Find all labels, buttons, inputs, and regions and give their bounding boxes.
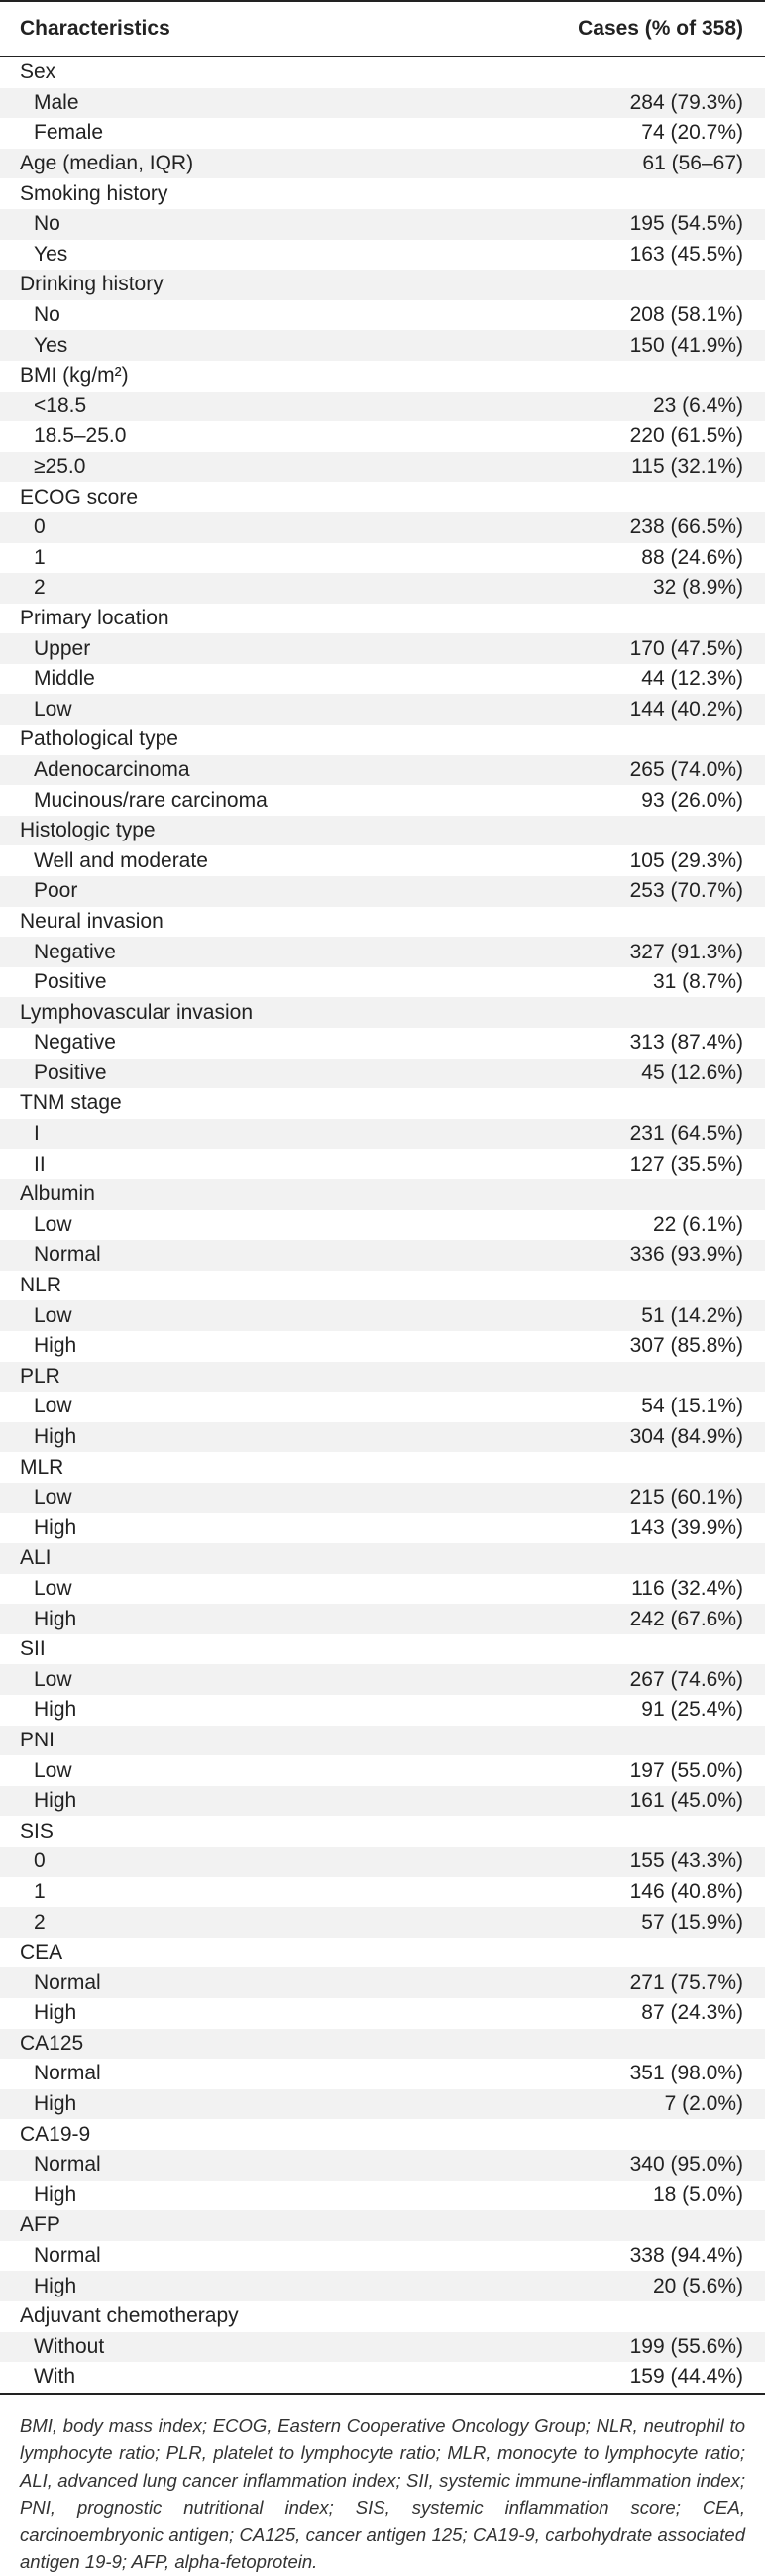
table-row (0, 694, 765, 725)
row-label: Upper (34, 636, 91, 660)
table-row (0, 209, 765, 240)
row-value: 23 (6.4%) (652, 393, 743, 417)
row-label: High (34, 2274, 77, 2297)
row-value: 146 (40.8%) (629, 1879, 743, 1903)
row-label: <18.5 (34, 393, 87, 417)
row-value: 32 (8.9%) (652, 576, 743, 600)
row-label: Normal (34, 2062, 101, 2085)
table-group-row (0, 1179, 765, 1210)
table-row (0, 633, 765, 664)
table-row (0, 1967, 765, 1998)
table-group-row (0, 2029, 765, 2060)
row-label: Low (34, 1303, 72, 1327)
row-value: 304 (84.9%) (629, 1425, 743, 1449)
table-row (0, 118, 765, 149)
row-value: 271 (75.7%) (629, 1970, 743, 1994)
row-label: II (34, 1152, 46, 1176)
table-group-row (0, 2301, 765, 2332)
table-group-row (0, 1726, 765, 1756)
row-value: 18 (5.0%) (652, 2183, 743, 2206)
table-row (0, 2241, 765, 2272)
row-label: PNI (20, 1728, 55, 1751)
row-value: 159 (44.4%) (629, 2365, 743, 2389)
table-row (0, 2059, 765, 2089)
row-label: SII (20, 1637, 46, 1661)
row-value: 57 (15.9%) (641, 1910, 743, 1934)
table-group-row (0, 149, 765, 179)
row-label: BMI (kg/m²) (20, 364, 129, 388)
table-row (0, 1755, 765, 1786)
row-value: 199 (55.6%) (629, 2334, 743, 2358)
row-label: 2 (34, 576, 46, 600)
table-group-row (0, 270, 765, 300)
table-group-row (0, 1452, 765, 1483)
row-label: CEA (20, 1941, 63, 1964)
row-value: 44 (12.3%) (641, 667, 743, 691)
row-label: With (34, 2365, 75, 2389)
row-value: 91 (25.4%) (641, 1698, 743, 1722)
row-label: No (34, 303, 60, 327)
row-label: Neural invasion (20, 909, 164, 933)
row-label: Normal (34, 1243, 101, 1267)
row-label: Positive (34, 1061, 107, 1084)
row-value: 336 (93.9%) (629, 1243, 743, 1267)
row-label: NLR (20, 1274, 62, 1297)
row-value: 88 (24.6%) (641, 545, 743, 569)
row-value: 20 (5.6%) (652, 2274, 743, 2297)
row-value: 144 (40.2%) (629, 697, 743, 721)
row-label: 2 (34, 1910, 46, 1934)
row-label: Pathological type (20, 728, 178, 751)
table-group-row (0, 361, 765, 392)
row-label: I (34, 1122, 40, 1146)
table-row (0, 392, 765, 422)
row-label: ≥25.0 (34, 455, 86, 479)
row-value: 351 (98.0%) (629, 2062, 743, 2085)
row-value: 338 (94.4%) (629, 2244, 743, 2268)
table-row (0, 1300, 765, 1331)
table-row (0, 1877, 765, 1908)
row-label: Normal (34, 1970, 101, 1994)
row-label: Yes (34, 242, 68, 266)
row-label: High (34, 1698, 77, 1722)
row-value: 105 (29.3%) (629, 848, 743, 872)
row-label: High (34, 1334, 77, 1358)
row-value: 74 (20.7%) (641, 121, 743, 145)
row-label: Negative (34, 940, 116, 963)
row-value: 170 (47.5%) (629, 636, 743, 660)
table-row (0, 421, 765, 452)
row-value: 265 (74.0%) (629, 757, 743, 781)
row-label: Normal (34, 2153, 101, 2177)
row-label: Histologic type (20, 819, 156, 842)
table-row (0, 1059, 765, 1089)
table-group-row (0, 816, 765, 846)
row-value: 51 (14.2%) (641, 1303, 743, 1327)
row-label: 1 (34, 545, 46, 569)
table-bottom-rule (0, 2393, 765, 2395)
table-row (0, 1786, 765, 1817)
row-label: Low (34, 1395, 72, 1418)
row-value: 7 (2.0%) (664, 2092, 743, 2116)
table-row (0, 2362, 765, 2393)
table-row (0, 2089, 765, 2120)
table-row (0, 1149, 765, 1179)
table-row (0, 1422, 765, 1453)
row-label: High (34, 1515, 77, 1539)
table-row (0, 1998, 765, 2029)
table-group-row (0, 1938, 765, 1968)
row-value: 238 (66.5%) (629, 515, 743, 539)
table-row (0, 1331, 765, 1362)
table-body (0, 57, 765, 2393)
table-row (0, 1240, 765, 1271)
table-group-row (0, 1362, 765, 1393)
row-label: CA125 (20, 2031, 84, 2055)
row-value: 340 (95.0%) (629, 2153, 743, 2177)
table-row (0, 2332, 765, 2363)
row-value: 253 (70.7%) (629, 879, 743, 903)
table-group-row (0, 725, 765, 755)
row-value: 197 (55.0%) (629, 1758, 743, 1782)
row-label: Poor (34, 879, 78, 903)
row-label: CA19-9 (20, 2122, 91, 2146)
row-label: Well and moderate (34, 848, 208, 872)
table-group-row (0, 1271, 765, 1301)
table-row (0, 1392, 765, 1422)
table-row (0, 330, 765, 361)
row-label: High (34, 1425, 77, 1449)
row-label: Positive (34, 970, 107, 994)
row-value: 195 (54.5%) (629, 212, 743, 236)
table-group-row (0, 907, 765, 938)
row-label: Low (34, 1576, 72, 1600)
table-row (0, 300, 765, 331)
row-value: 208 (58.1%) (629, 303, 743, 327)
table-row (0, 967, 765, 998)
row-value: 45 (12.6%) (641, 1061, 743, 1084)
row-value: 307 (85.8%) (629, 1334, 743, 1358)
row-value: 161 (45.0%) (629, 1789, 743, 1813)
table-group-row (0, 997, 765, 1028)
row-value: 267 (74.6%) (629, 1667, 743, 1691)
row-label: Adenocarcinoma (34, 757, 190, 781)
row-label: AFP (20, 2213, 60, 2237)
row-label: Normal (34, 2244, 101, 2268)
table-row (0, 664, 765, 695)
row-label: Albumin (20, 1182, 95, 1206)
table-row (0, 1513, 765, 1544)
table-row (0, 1847, 765, 1877)
row-value: 215 (60.1%) (629, 1486, 743, 1510)
table-row (0, 573, 765, 604)
table-row (0, 1119, 765, 1150)
table-row (0, 2271, 765, 2301)
row-value: 143 (39.9%) (629, 1515, 743, 1539)
table-row (0, 1028, 765, 1059)
table-group-row (0, 604, 765, 634)
row-label: Male (34, 90, 79, 114)
row-value: 313 (87.4%) (629, 1031, 743, 1055)
row-value: 155 (43.3%) (629, 1849, 743, 1873)
row-label: 1 (34, 1879, 46, 1903)
table-row (0, 2150, 765, 2181)
row-label: Age (median, IQR) (20, 152, 194, 175)
table-group-row (0, 1816, 765, 1847)
row-label: 0 (34, 1849, 46, 1873)
row-label: ALI (20, 1546, 52, 1570)
table-row (0, 512, 765, 543)
table-group-row (0, 2119, 765, 2150)
row-value: 127 (35.5%) (629, 1152, 743, 1176)
table-row (0, 755, 765, 786)
header-cases: Cases (% of 358) (578, 17, 743, 40)
row-label: Sex (20, 60, 56, 84)
row-value: 327 (91.3%) (629, 940, 743, 963)
row-value: 115 (32.1%) (631, 455, 743, 479)
row-label: Smoking history (20, 181, 168, 205)
table-header (0, 0, 765, 57)
table-group-row (0, 1634, 765, 1665)
table-row (0, 88, 765, 119)
row-label: Mucinous/rare carcinoma (34, 788, 268, 812)
row-value: 54 (15.1%) (641, 1395, 743, 1418)
table-row (0, 1210, 765, 1241)
table-row (0, 240, 765, 271)
row-label: Low (34, 1212, 72, 1236)
row-label: Adjuvant chemotherapy (20, 2304, 239, 2328)
table-footnote: BMI, body mass index; ECOG, Eastern Cooperative Oncology Group; NLR, neutrophil to lymphocyte ratio; PLR, platelet to lymphocyte ratio; MLR, monocyte to lymphocyte ratio; ALI, advanced lung cancer inflammation index; SII, systemic immune-inflammation index; PNI, prognostic nutritional index; SIS, systemic inflammation score; CEA, carcinoembryonic antigen; CA125, cancer antigen 125; CA19-9, carbohydrate associated antigen 19-9; AFP, alpha-fetoprotein. (20, 2414, 745, 2573)
table-group-row (0, 482, 765, 512)
row-label: Low (34, 1758, 72, 1782)
row-label: SIS (20, 1819, 54, 1843)
row-label: Low (34, 1667, 72, 1691)
table-row (0, 785, 765, 816)
row-label: Lymphovascular invasion (20, 1000, 254, 1024)
row-value: 93 (26.0%) (641, 788, 743, 812)
table-row (0, 452, 765, 483)
row-label: ECOG score (20, 485, 139, 508)
table-row (0, 1907, 765, 1938)
row-label: No (34, 212, 60, 236)
row-label: MLR (20, 1455, 64, 1479)
row-value: 284 (79.3%) (629, 90, 743, 114)
row-value: 116 (32.4%) (631, 1576, 743, 1600)
row-label: Without (34, 2334, 105, 2358)
table-group-row (0, 178, 765, 209)
row-label: TNM stage (20, 1091, 122, 1115)
table-row (0, 1695, 765, 1726)
row-label: Drinking history (20, 273, 164, 296)
table-row (0, 845, 765, 876)
row-value: 150 (41.9%) (629, 333, 743, 357)
table-row (0, 543, 765, 574)
row-label: High (34, 2001, 77, 2025)
row-value: 242 (67.6%) (629, 1607, 743, 1630)
table-group-row (0, 2210, 765, 2241)
header-characteristics: Characteristics (20, 17, 170, 40)
table-row (0, 1664, 765, 1695)
row-label: Female (34, 121, 104, 145)
row-value: 31 (8.7%) (652, 970, 743, 994)
row-label: Negative (34, 1031, 116, 1055)
row-label: Middle (34, 667, 95, 691)
row-label: Low (34, 697, 72, 721)
row-label: High (34, 2092, 77, 2116)
table-row (0, 1483, 765, 1513)
row-label: 18.5–25.0 (34, 424, 127, 448)
row-value: 220 (61.5%) (629, 424, 743, 448)
row-label: Primary location (20, 606, 169, 629)
row-value: 22 (6.1%) (652, 1212, 743, 1236)
table-row (0, 1604, 765, 1634)
table-group-row (0, 57, 765, 88)
row-label: Yes (34, 333, 68, 357)
table-row (0, 937, 765, 967)
row-label: High (34, 1607, 77, 1630)
row-value: 163 (45.5%) (629, 242, 743, 266)
row-value: 231 (64.5%) (629, 1122, 743, 1146)
table-group-row (0, 1088, 765, 1119)
row-label: High (34, 2183, 77, 2206)
row-label: Low (34, 1486, 72, 1510)
table-row (0, 876, 765, 907)
table-row (0, 2181, 765, 2211)
row-value: 61 (56–67) (642, 152, 743, 175)
row-label: 0 (34, 515, 46, 539)
row-label: PLR (20, 1364, 60, 1388)
table-row (0, 1574, 765, 1605)
row-label: High (34, 1789, 77, 1813)
row-value: 87 (24.3%) (641, 2001, 743, 2025)
table-group-row (0, 1543, 765, 1574)
